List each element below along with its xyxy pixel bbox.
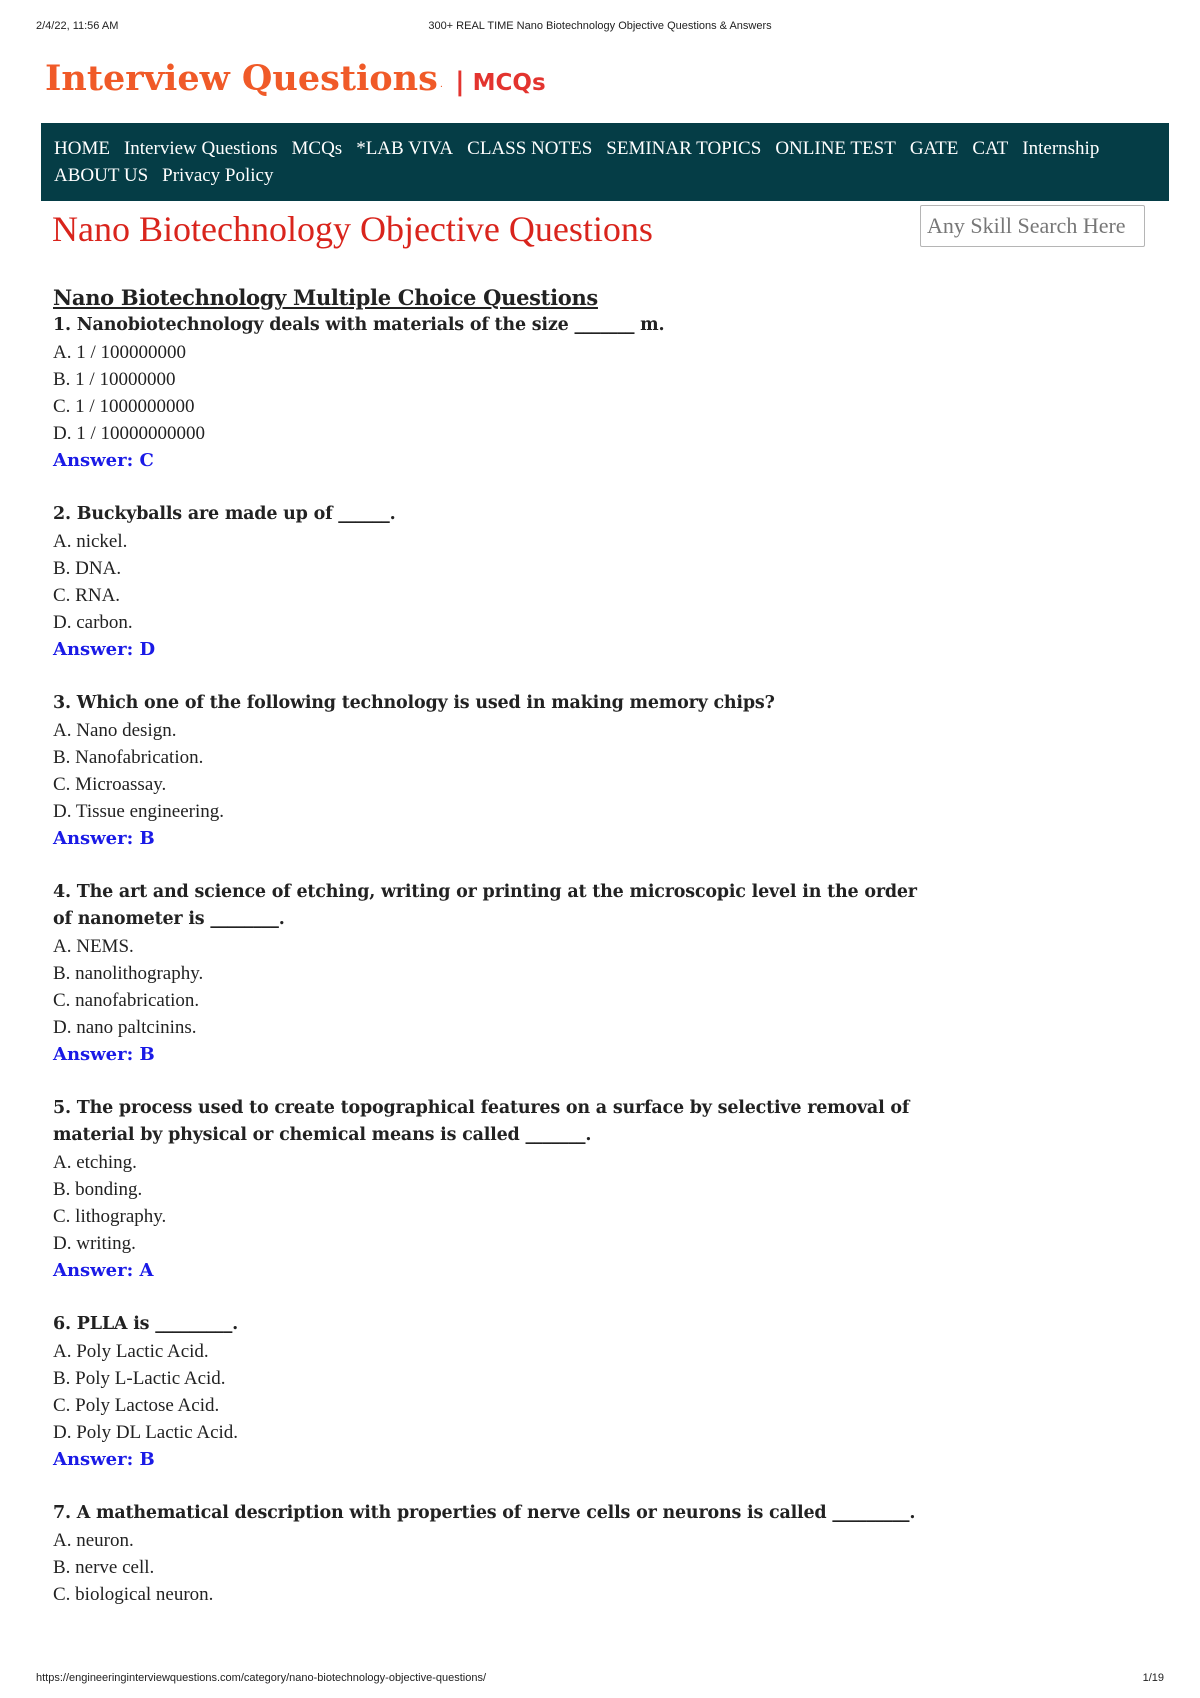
nav-item-lab-viva[interactable]: *LAB VIVA <box>356 138 454 159</box>
nav-item-gate[interactable]: GATE <box>909 138 959 159</box>
print-datetime: 2/4/22, 11:56 AM <box>36 20 119 32</box>
option-d: D. 1 / 10000000000 <box>53 423 205 444</box>
option-a: A. etching. <box>53 1152 137 1173</box>
question-item <box>53 1500 933 1608</box>
option-c: C. RNA. <box>53 585 121 606</box>
print-url: https://engineeringinterviewquestions.com/category/nano-biotechnology-objective-questions/ <box>36 1672 487 1684</box>
nav-item-cat[interactable]: CAT <box>972 138 1009 159</box>
question-item <box>53 690 933 852</box>
nav-item-class-notes[interactable]: CLASS NOTES <box>467 138 593 159</box>
option-c: C. Microassay. <box>53 774 167 795</box>
answer-label: Answer: B <box>53 1449 155 1470</box>
option-b: B. 1 / 10000000 <box>53 369 176 390</box>
logo-separator: | <box>455 67 465 97</box>
option-a: A. nickel. <box>53 531 128 552</box>
main-nav <box>41 123 1169 201</box>
logo-dot: · <box>439 82 444 93</box>
nav-item-privacy-policy[interactable]: Privacy Policy <box>162 165 274 186</box>
option-d: D. Poly DL Lactic Acid. <box>53 1422 239 1443</box>
option-a: A. neuron. <box>53 1530 134 1551</box>
search-input[interactable]: Any Skill Search Here <box>920 205 1145 247</box>
option-b: B. Nanofabrication. <box>53 747 204 768</box>
print-header <box>0 20 1200 36</box>
option-c: C. lithography. <box>53 1206 167 1227</box>
print-footer <box>0 1672 1200 1688</box>
answer-label: Answer: C <box>53 450 154 471</box>
question-text: 5. The process used to create topographical features on a surface by selective removal of material by physical or chemical means is called _______. <box>53 1098 910 1145</box>
option-b: B. nanolithography. <box>53 963 204 984</box>
option-d: D. nano paltcinins. <box>53 1017 197 1038</box>
option-c: C. nanofabrication. <box>53 990 200 1011</box>
option-b: B. bonding. <box>53 1179 143 1200</box>
question-text: 1. Nanobiotechnology deals with materials of the size _______ m. <box>53 315 665 335</box>
option-d: D. carbon. <box>53 612 133 633</box>
question-text: 7. A mathematical description with properties of nerve cells or neurons is called _________. <box>53 1503 916 1523</box>
option-d: D. Tissue engineering. <box>53 801 224 822</box>
question-text: 6. PLLA is _________. <box>53 1314 239 1334</box>
logo-brand-text: Interview Questions <box>45 58 438 99</box>
nav-item-online-test[interactable]: ONLINE TEST <box>775 138 896 159</box>
question-item <box>53 312 933 474</box>
option-c: C. biological neuron. <box>53 1584 214 1605</box>
nav-item-internship[interactable]: Internship <box>1022 138 1100 159</box>
answer-label: Answer: D <box>53 639 156 660</box>
nav-item-home[interactable]: HOME <box>54 138 110 159</box>
question-item <box>53 501 933 663</box>
nav-item-mcqs[interactable]: MCQs <box>291 138 343 159</box>
option-b: B. Poly L-Lactic Acid. <box>53 1368 226 1389</box>
answer-label: Answer: B <box>53 1044 155 1065</box>
question-text: 3. Which one of the following technology is used in making memory chips? <box>53 693 775 713</box>
page-title: Nano Biotechnology Objective Questions <box>52 209 653 249</box>
option-b: B. nerve cell. <box>53 1557 155 1578</box>
option-a: A. Nano design. <box>53 720 177 741</box>
option-c: C. Poly Lactose Acid. <box>53 1395 220 1416</box>
logo-suffix: MCQs <box>472 70 546 96</box>
nav-item-seminar-topics[interactable]: SEMINAR TOPICS <box>606 138 762 159</box>
question-item <box>53 1311 933 1473</box>
print-page-number: 1/19 <box>1142 1672 1164 1684</box>
option-c: C. 1 / 1000000000 <box>53 396 195 417</box>
question-text: 4. The art and science of etching, writing or printing at the microscopic level in the order of nanometer is ________. <box>53 882 917 929</box>
question-text: 2. Buckyballs are made up of ______. <box>53 504 396 524</box>
answer-label: Answer: A <box>53 1260 154 1281</box>
answer-label: Answer: B <box>53 828 155 849</box>
option-a: A. NEMS. <box>53 936 134 957</box>
section-heading: Nano Biotechnology Multiple Choice Questions <box>53 285 598 310</box>
option-a: A. 1 / 100000000 <box>53 342 186 363</box>
option-a: A. Poly Lactic Acid. <box>53 1341 209 1362</box>
nav-item-interview-questions[interactable]: Interview Questions <box>123 138 278 159</box>
print-doc-title: 300+ REAL TIME Nano Biotechnology Objective Questions & Answers <box>428 20 772 32</box>
article-content <box>53 284 933 1635</box>
site-logo[interactable] <box>45 58 546 106</box>
question-item <box>53 1095 933 1284</box>
nav-item-about-us[interactable]: ABOUT US <box>54 165 149 186</box>
option-d: D. writing. <box>53 1233 136 1254</box>
option-b: B. DNA. <box>53 558 122 579</box>
question-item <box>53 879 933 1068</box>
